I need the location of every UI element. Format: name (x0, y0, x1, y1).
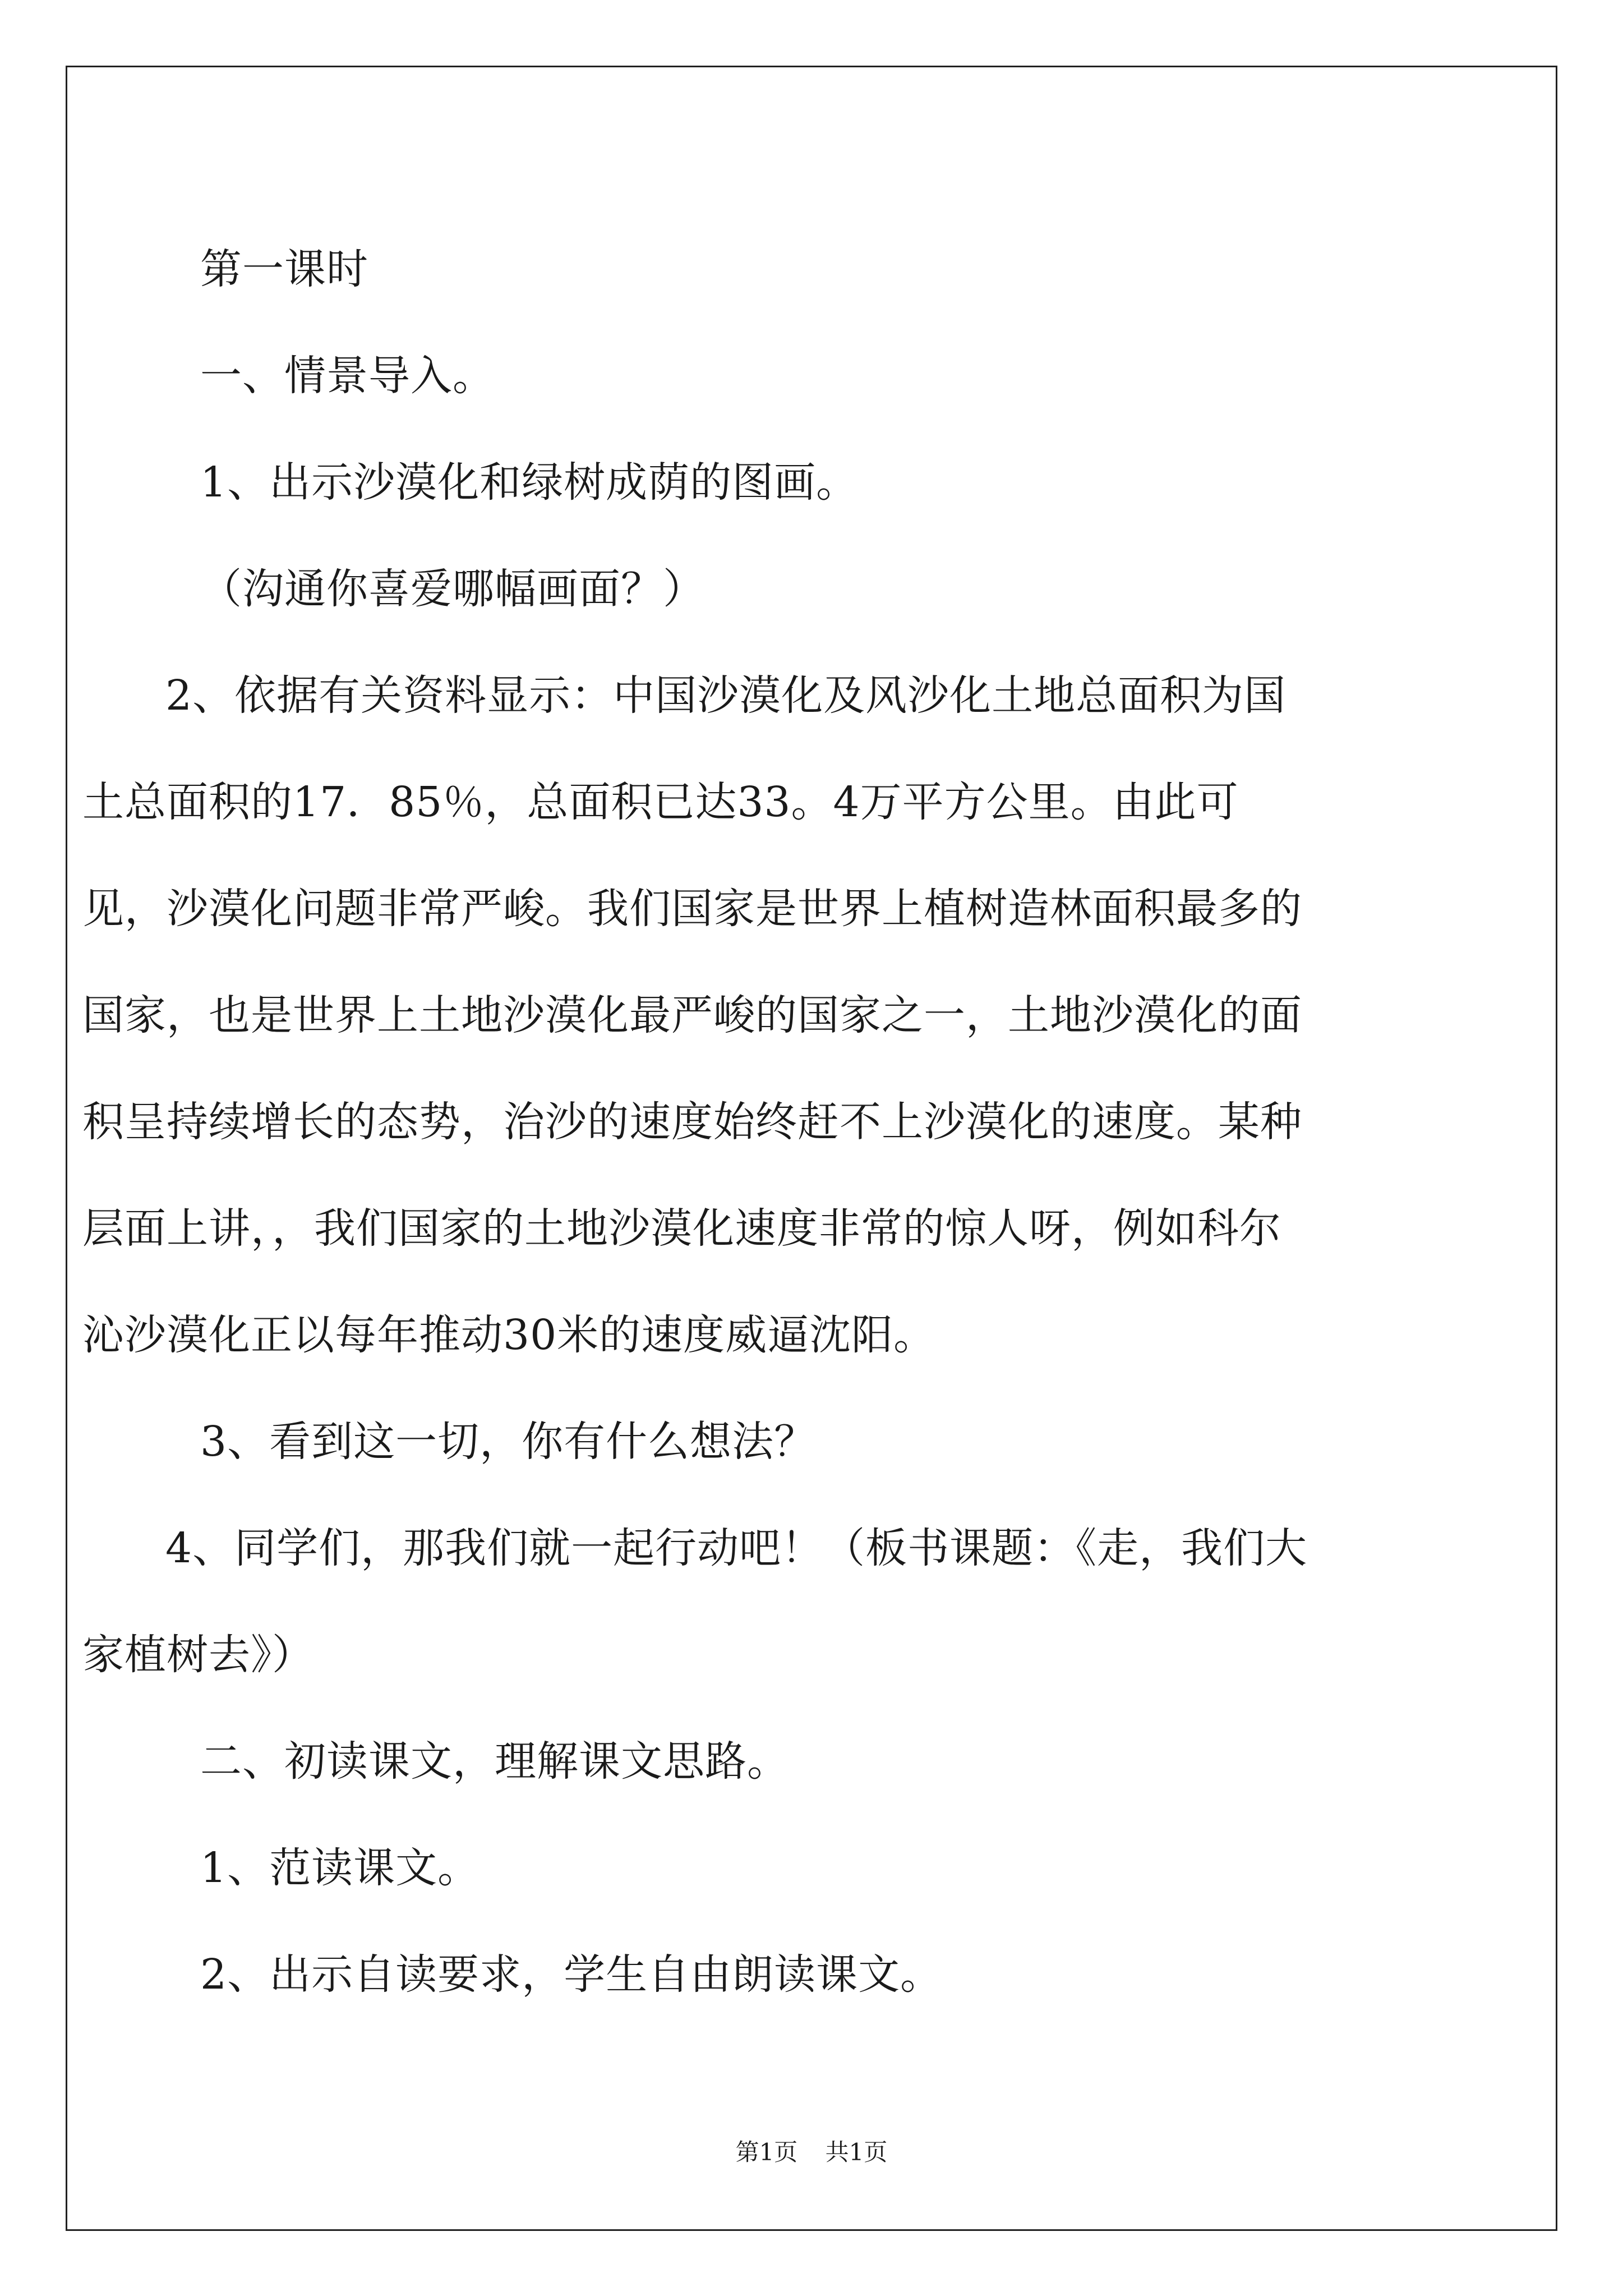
page-number: 第1页 (735, 2138, 798, 2166)
document-body (82, 216, 1434, 2028)
section-heading-2: 二、初读课文，理解课文思路。 (200, 1737, 789, 1786)
lesson-title: 第一课时 (200, 245, 368, 293)
paragraph-2: 2、依据有关资料显示：中国沙漠化及风沙化土地总面积为国土总面积的17．85％，总面积已达33。4万平方公里。由此可见，沙漠化问题非常严峻。我们国家是世界上植树造林面积最多的国家，也是世界上土地沙漠化最严峻的国家之一，土地沙漠化的面积呈持续增长的态势，治沙的速度始终赶不上沙漠化的速度。某种层面上讲，，我们国家的土地沙漠化速度非常的惊人呀，例如科尔沁沙漠化正以每年推动30米的速度威逼沈阳。 (82, 671, 1302, 1359)
paragraph-4-block (82, 1495, 1316, 1708)
paragraph-5: 1、范读课文。 (200, 1844, 480, 1892)
paragraph-question: （沟通你喜爱哪幅画面？） (200, 565, 705, 613)
page-total: 共1页 (825, 2138, 888, 2166)
paragraph-3: 3、看到这一切，你有什么想法？ (200, 1418, 817, 1466)
page-footer (0, 2138, 1623, 2166)
paragraph-1: 1、出示沙漠化和绿树成荫的图画。 (200, 458, 859, 507)
section-heading-1: 一、情景导入。 (200, 352, 495, 400)
paragraph-2-block (82, 642, 1316, 1388)
paragraph-6: 2、出示自读要求，学生自由朗读课文。 (200, 1950, 943, 1999)
paragraph-4: 4、同学们，那我们就一起行动吧！（板书课题：《走，我们大家植树去》） (82, 1524, 1308, 1679)
